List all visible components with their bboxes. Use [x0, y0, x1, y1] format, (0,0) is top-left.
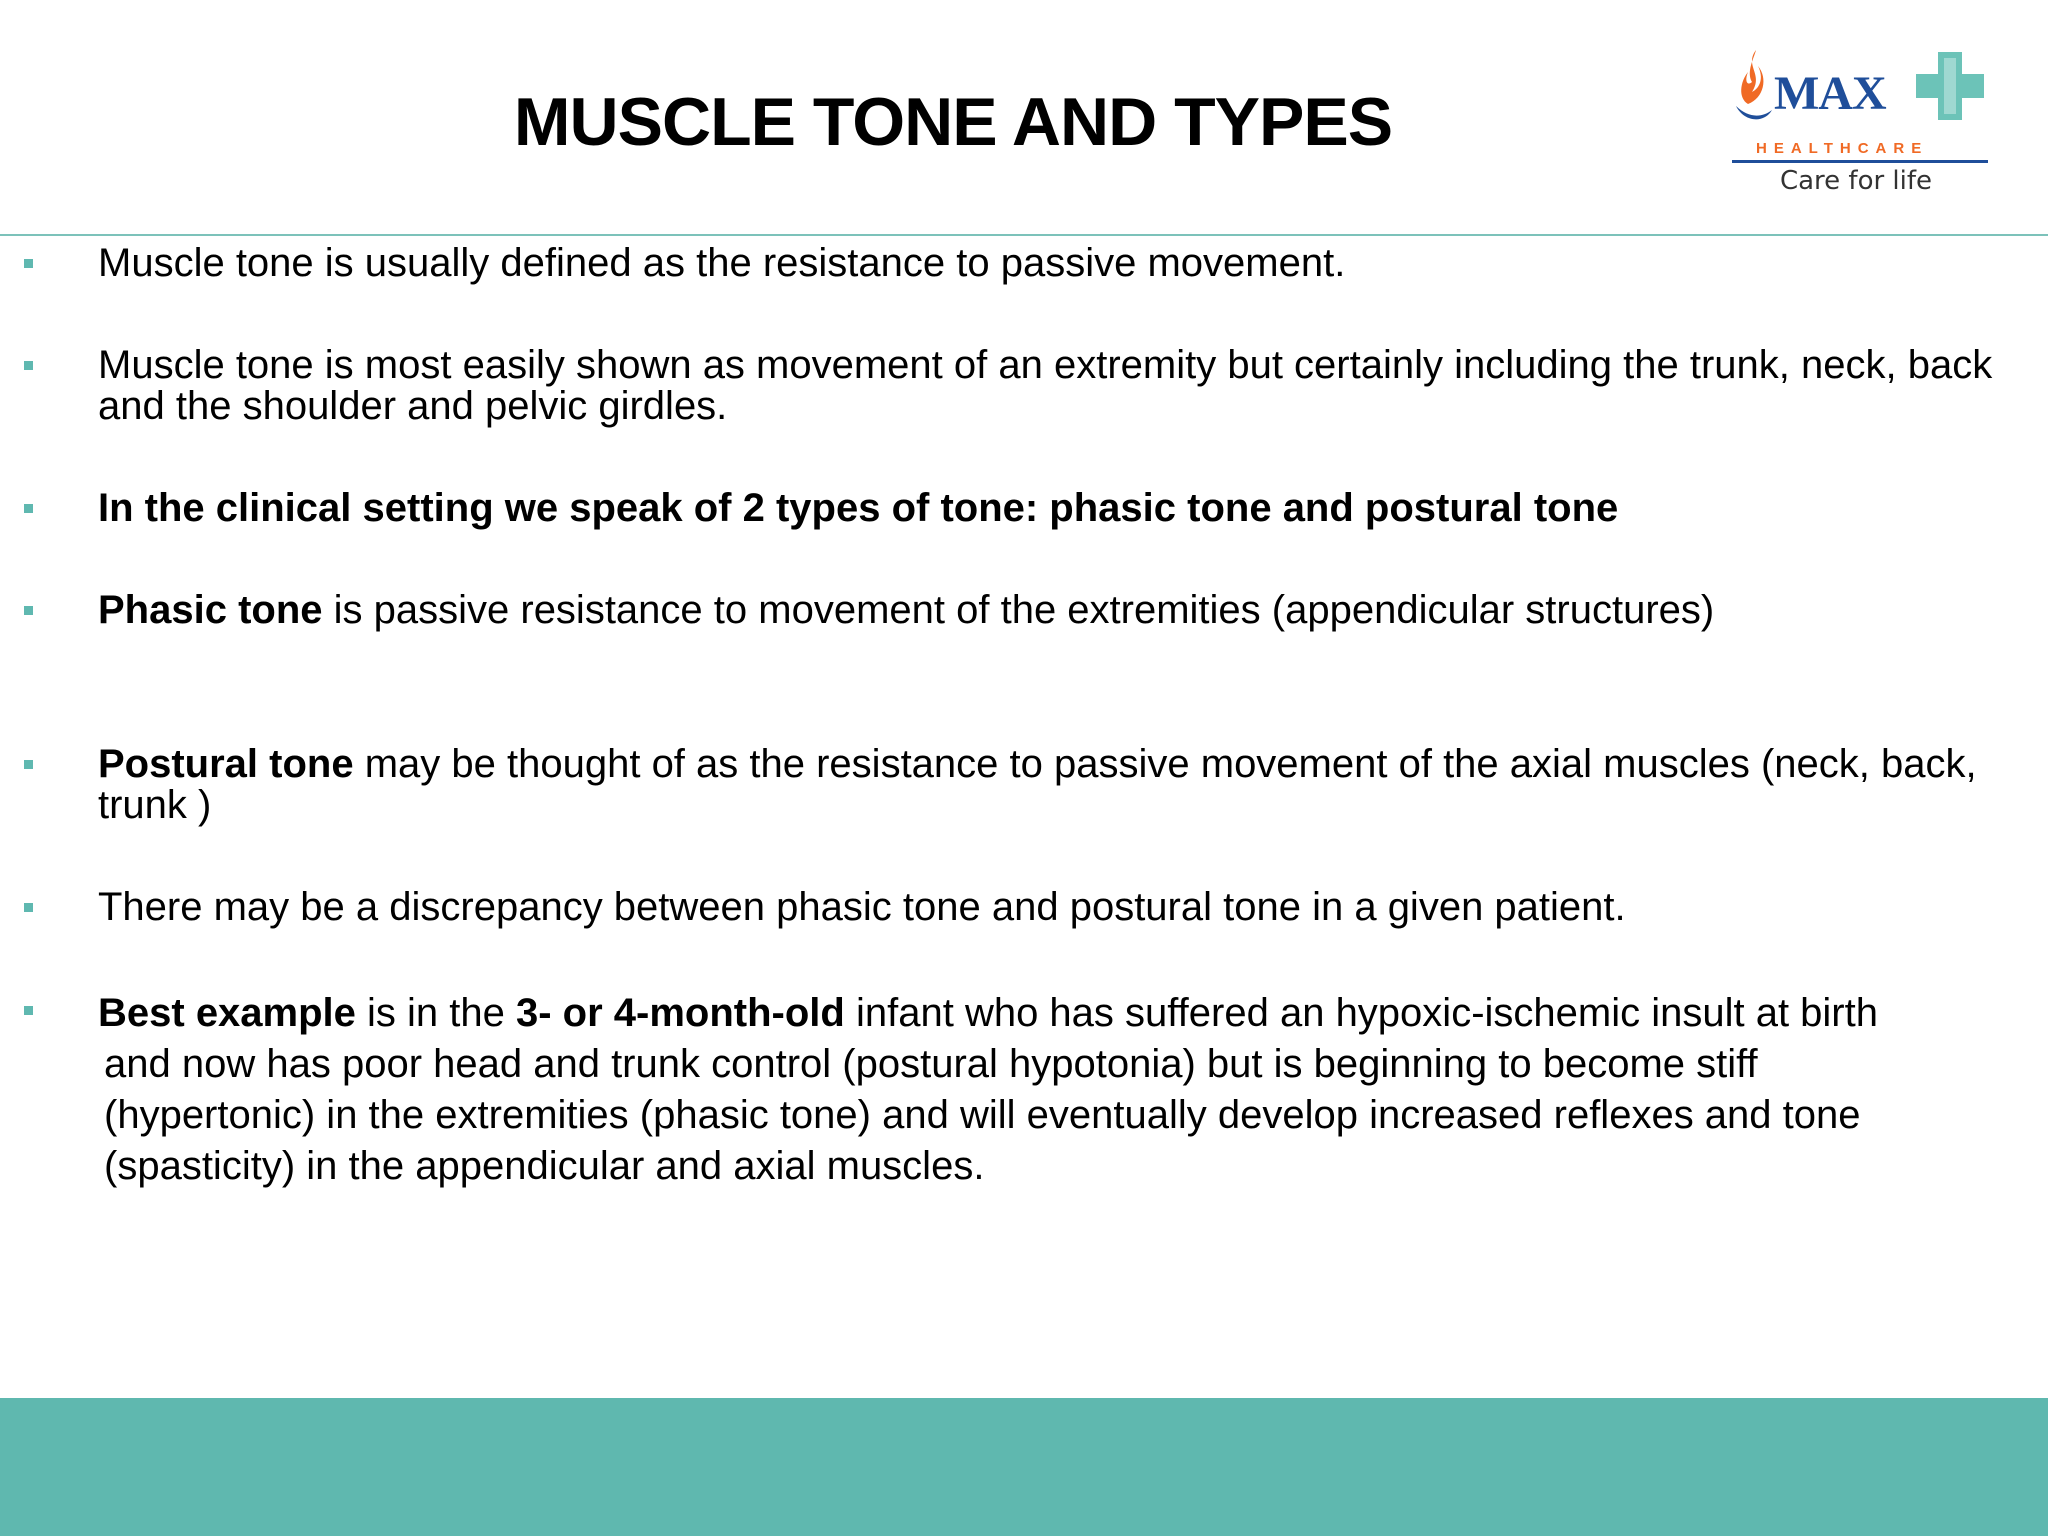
bullet-bold-term: Phasic tone — [98, 588, 323, 632]
bullet-continuation-line: and now has poor head and trunk control (postural hypotonia) but is beginning to become stiff — [104, 1042, 1758, 1086]
bullet-item — [98, 590, 2018, 631]
bullet-bold-age: 3- or 4-month-old — [516, 991, 845, 1035]
bullet-text — [98, 588, 1714, 632]
bullet-square-icon — [24, 606, 33, 615]
bullet-item — [98, 243, 2018, 284]
bullet-square-icon — [24, 504, 33, 513]
bullet-square-icon — [24, 760, 33, 769]
bullet-square-icon — [24, 1006, 33, 1015]
bullet-continuation-line: (spasticity) in the appendicular and axial muscles. — [104, 1144, 985, 1188]
bullet-text: In the clinical setting we speak of 2 types of tone: phasic tone and postural tone — [98, 486, 1619, 530]
bullet-text: Muscle tone is usually defined as the resistance to passive movement. — [98, 241, 1346, 285]
bullet-text — [98, 742, 1977, 827]
bullet-square-icon — [24, 361, 33, 370]
bullet-item — [98, 345, 2018, 427]
bullet-continuation-line: (hypertonic) in the extremities (phasic tone) and will eventually develop increased reflexes and tone — [104, 1093, 1861, 1137]
logo-subbrand-text: HEALTHCARE — [1756, 140, 1929, 157]
slide-title: MUSCLE TONE AND TYPES — [513, 84, 1393, 160]
bullet-square-icon — [24, 259, 33, 268]
bullet-bold-term: Postural tone — [98, 742, 354, 786]
bullet-text — [98, 988, 2018, 1192]
bullet-item — [98, 988, 2018, 1192]
bullet-body: is in the — [355, 991, 516, 1035]
footer-band — [0, 1398, 2048, 1536]
bullet-first-line — [98, 991, 1878, 1035]
logo-tagline: Care for life — [1779, 166, 1933, 196]
bullet-body: may be thought of as the resistance to passive movement of the axial muscles (neck, back, trunk ) — [98, 742, 1977, 827]
bullet-item — [98, 887, 2018, 928]
bullet-body: is passive resistance to movement of the extremities (appendicular structures) — [322, 588, 1715, 632]
bullet-square-icon — [24, 903, 33, 912]
bullet-body: infant who has suffered an hypoxic-ischemic insult at birth — [844, 991, 1878, 1035]
bullet-bold-term: Best example — [98, 991, 356, 1035]
bullet-text: Muscle tone is most easily shown as movement of an extremity but certainly including the trunk, neck, back and the shoulder and pelvic girdles. — [98, 343, 1993, 428]
logo-brand-text: MAX — [1774, 67, 1886, 120]
bullet-item — [98, 744, 2018, 826]
bullet-item — [98, 488, 2018, 529]
bullet-text: There may be a discrepancy between phasic tone and postural tone in a given patient. — [98, 885, 1626, 929]
